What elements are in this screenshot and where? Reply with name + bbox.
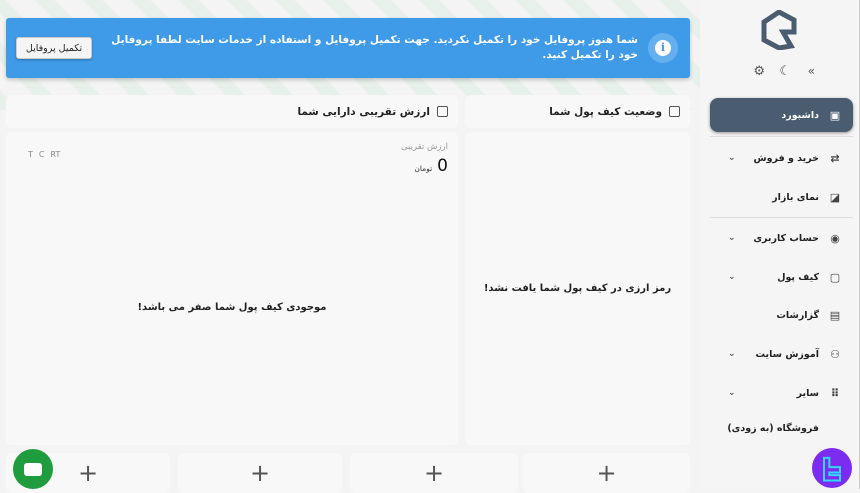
dark-mode-icon[interactable]: ☾ <box>779 64 791 79</box>
swap-icon: ⇄ <box>830 151 840 165</box>
item-label: فروشگاه (به زودی) <box>727 422 819 434</box>
asset-value-body <box>6 132 458 445</box>
divider <box>710 136 853 137</box>
chevron-down-icon: ⌄ <box>728 388 736 398</box>
watermark-logo <box>812 448 852 488</box>
item-label: گزارشات <box>776 309 819 321</box>
sidebar-item-wallet[interactable] <box>710 261 853 293</box>
bar-chart-icon <box>437 106 448 117</box>
user-icon: ◉ <box>830 231 840 245</box>
divider <box>710 217 853 218</box>
info-icon: i <box>648 33 678 63</box>
sidebar-item-shop[interactable] <box>710 412 853 444</box>
wallet-status-body <box>465 132 690 445</box>
settings-icon[interactable]: ⚙ <box>753 64 765 79</box>
wallet-empty-message: رمز ارزی در کیف پول شما یافت نشد! <box>483 283 672 294</box>
wallet-status-header <box>465 95 690 128</box>
chevron-down-icon: ⌄ <box>728 153 736 163</box>
chart-icon: ◪ <box>829 190 841 204</box>
sidebar-item-account[interactable] <box>710 222 853 254</box>
item-label: کیف پول <box>777 271 819 283</box>
chat-icon <box>24 463 42 476</box>
sidebar <box>700 0 860 489</box>
add-widget-button[interactable]: + <box>350 453 518 493</box>
item-label: داشبورد <box>781 109 819 121</box>
add-widget-button[interactable]: + <box>6 453 170 493</box>
sidebar-item-learn[interactable] <box>710 338 853 370</box>
value-unit: تومان <box>414 164 433 173</box>
profile-alert-banner <box>6 18 690 78</box>
wallet-icon <box>669 106 680 117</box>
grid-icon: ⠿ <box>830 386 840 400</box>
sidebar-item-reports[interactable] <box>710 299 853 331</box>
add-widget-button[interactable]: + <box>523 453 690 493</box>
coin-images <box>28 150 60 159</box>
estimated-value <box>414 156 448 176</box>
chat-button[interactable] <box>13 449 53 489</box>
estimated-value-label: ارزش تقریبی <box>400 142 448 152</box>
chevron-down-icon: ⌄ <box>728 233 736 243</box>
wallet-icon: ▢ <box>829 270 841 284</box>
wallet-status-title: وضعیت کیف پول شما <box>549 105 662 118</box>
logo <box>761 10 797 50</box>
asset-value-header <box>6 95 458 128</box>
add-widget-button[interactable]: + <box>178 453 342 493</box>
complete-profile-button[interactable]: تکمیل پروفایل <box>16 37 92 59</box>
coin-image: RT <box>50 150 61 159</box>
item-label: حساب کاربری <box>753 232 819 244</box>
chevron-down-icon: ⌄ <box>728 272 736 282</box>
sidebar-item-market[interactable] <box>710 181 853 213</box>
monitor-icon: ▣ <box>829 108 841 122</box>
value-amount: 0 <box>437 156 448 176</box>
asset-empty-message: موجودی کیف پول شما صفر می باشد! <box>137 302 327 313</box>
collapse-icon[interactable]: » <box>807 64 815 78</box>
item-label: خرید و فروش <box>753 152 819 164</box>
sidebar-item-dashboard[interactable] <box>710 98 853 132</box>
item-label: سایر <box>796 387 819 399</box>
coin-image: T <box>28 150 33 159</box>
sidebar-item-other[interactable] <box>710 377 853 409</box>
report-icon: ▤ <box>829 308 841 322</box>
coin-image: C <box>38 150 45 159</box>
learn-icon: ⚇ <box>830 347 840 361</box>
item-label: نمای بازار <box>772 191 819 203</box>
item-label: آموزش سایت <box>755 348 819 360</box>
alert-message: شما هنوز پروفایل خود را تکمیل نکردید. جهت تکمیل پروفایل و استفاده از خدمات سایت لطفا پروفایل خود را تکمیل کنید. <box>111 34 638 61</box>
asset-value-title: ارزش تقریبی دارایی شما <box>297 105 430 118</box>
chevron-down-icon: ⌄ <box>728 349 736 359</box>
sidebar-item-trade[interactable] <box>710 142 853 174</box>
